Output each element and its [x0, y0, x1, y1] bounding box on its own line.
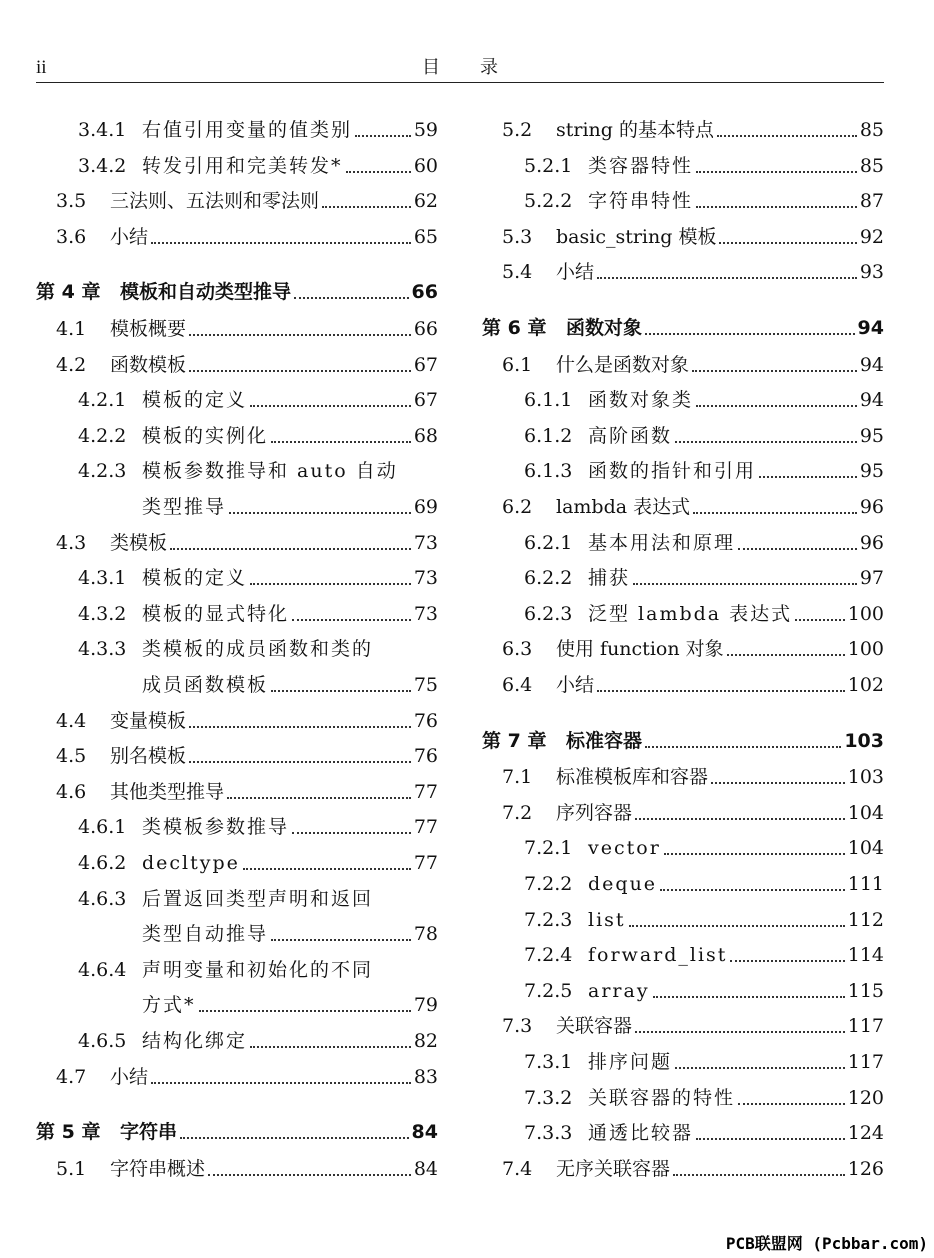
dot-leader [180, 1137, 409, 1139]
toc-entry [482, 665, 884, 697]
toc-chapter-entry [482, 721, 884, 753]
toc-entry [36, 110, 438, 142]
toc-entry-number: 3.6 [56, 225, 87, 248]
toc-entry [482, 451, 884, 483]
toc-entry-title: 转发引用和完美转发* [142, 154, 343, 177]
toc-entry-title: 关联容器 [556, 1015, 633, 1038]
dot-leader [645, 333, 855, 335]
toc-entry-page: 84 [413, 1157, 438, 1180]
dot-leader [355, 135, 411, 137]
dot-leader [759, 476, 857, 478]
dot-leader [189, 370, 411, 372]
toc-entry-number: 4.3 [56, 531, 87, 554]
toc-entry-number: 4.4 [56, 709, 87, 732]
toc-entry-number: 4.6.2 [78, 852, 127, 874]
toc-entry [482, 487, 884, 519]
toc-entry-number: 6.2 [502, 496, 533, 518]
toc-entry-number: 6.3 [502, 638, 533, 661]
dot-leader [271, 441, 411, 443]
toc-entry-title: 模板的定义 [142, 389, 248, 412]
dot-leader [673, 1174, 845, 1176]
dot-leader [717, 135, 857, 137]
toc-entry-title: 高阶函数 [588, 424, 673, 447]
dot-leader [795, 619, 845, 621]
toc-entry-number: 4.2.2 [78, 424, 127, 447]
toc-entry-page: 66 [411, 281, 438, 304]
toc-entry-title: 方式* [142, 994, 196, 1017]
toc-entry [36, 736, 438, 768]
toc-entry-title: 模板的定义 [142, 567, 248, 590]
toc-entry-page: 100 [847, 602, 884, 625]
toc-entry [36, 843, 438, 875]
toc-entry-page: 96 [859, 531, 884, 554]
dot-leader [675, 441, 857, 443]
toc-entry [482, 181, 884, 213]
toc-entry-number: 6.4 [502, 674, 533, 696]
toc-entry [36, 772, 438, 804]
toc-entry-title: 小结 [110, 225, 149, 248]
toc-entry-title: 模板的显式特化 [142, 602, 290, 625]
toc-entry-page: 126 [847, 1157, 884, 1180]
toc-entry-page: 112 [847, 908, 884, 931]
toc-entry-number: 5.1 [56, 1157, 87, 1180]
toc-entry-page: 68 [413, 424, 438, 447]
dot-leader [693, 512, 857, 514]
toc-entry-number: 第 4 章 [36, 281, 101, 304]
toc-entry-number: 4.3.1 [78, 567, 127, 590]
dot-leader [170, 548, 411, 550]
toc-entry-page: 77 [413, 816, 438, 839]
toc-entry [36, 181, 438, 213]
toc-entry [482, 935, 884, 967]
toc-entry-page: 78 [413, 923, 438, 946]
toc-entry-number: 3.5 [56, 190, 87, 213]
toc-entry-title: 类模板 [110, 531, 168, 554]
page-header [36, 56, 884, 83]
toc-entry-number: 7.2 [502, 801, 533, 824]
toc-entry-page: 73 [413, 531, 438, 554]
dot-leader [730, 960, 844, 962]
dot-leader [738, 1103, 845, 1105]
toc-entry-page: 66 [413, 318, 438, 340]
toc-entry-number: 5.2.1 [524, 154, 573, 177]
toc-entry-page: 79 [413, 994, 438, 1017]
toc-entry-number: 4.6.5 [78, 1030, 127, 1052]
dot-leader [250, 1046, 411, 1048]
toc-entry [36, 217, 438, 249]
toc-entry [36, 558, 438, 590]
toc-entry-page: 92 [859, 225, 884, 248]
toc-entry-page: 67 [413, 353, 438, 376]
toc-entry-page: 96 [859, 496, 884, 518]
dot-leader [719, 242, 856, 244]
toc-entry-number: 4.3.3 [78, 638, 127, 661]
toc-entry [36, 416, 438, 448]
toc-chapter-entry [482, 308, 884, 340]
toc-entry-title: 使用 function 对象 [556, 638, 724, 661]
dot-leader [711, 782, 845, 784]
toc-entry-page: 76 [413, 709, 438, 732]
toc-entry-title: 后置返回类型声明和返回 [142, 887, 374, 910]
toc-entry-number: 6.1 [502, 353, 533, 376]
toc-entry-title: 函数模板 [110, 353, 187, 376]
toc-chapter-entry [36, 272, 438, 304]
toc-entry [482, 1149, 884, 1181]
toc-entry-page: 62 [413, 190, 438, 213]
dot-leader [227, 797, 411, 799]
dot-leader [664, 853, 845, 855]
dot-leader [151, 1082, 411, 1084]
toc-entry-title: lambda 表达式 [556, 496, 691, 518]
toc-entry-number: 5.3 [502, 225, 533, 248]
toc-entry-page: 114 [847, 944, 884, 967]
dot-leader [250, 405, 411, 407]
toc-entry [36, 985, 438, 1017]
toc-entry-number: 7.2.1 [524, 837, 573, 860]
toc-entry-page: 94 [857, 317, 884, 339]
toc-entry-page: 103 [847, 766, 884, 789]
toc-entry [36, 950, 438, 982]
dot-leader [692, 370, 857, 372]
toc-entry-page: 111 [847, 873, 884, 895]
toc-entry [36, 807, 438, 839]
dot-leader [653, 996, 845, 998]
dot-leader [292, 619, 411, 621]
toc-entry-number: 3.4.2 [78, 154, 127, 177]
toc-entry-number: 4.2.3 [78, 460, 127, 483]
toc-entry-title: deque [588, 873, 658, 895]
dot-leader [727, 654, 845, 656]
toc-entry-page: 117 [847, 1015, 884, 1038]
toc-entry-number: 4.5 [56, 745, 87, 768]
running-title: 目录 [422, 57, 538, 78]
toc-entry-number: 6.1.2 [524, 424, 573, 447]
toc-entry-number: 4.6.3 [78, 887, 127, 910]
toc-entry-title: 标准模板库和容器 [556, 766, 709, 789]
toc-entry-title: 小结 [556, 261, 595, 284]
toc-entry-title: forward_list [588, 944, 728, 967]
toc-entry [482, 523, 884, 555]
toc-entry-page: 94 [859, 353, 884, 376]
toc-entry-title: 类容器特性 [588, 154, 694, 177]
toc-entry-number: 6.2.2 [524, 567, 573, 590]
toc-entry-title: string 的基本特点 [556, 119, 714, 141]
toc-entry-page: 97 [859, 567, 884, 590]
toc-entry-title: 函数对象 [566, 317, 643, 339]
toc-entry-page: 75 [413, 674, 438, 696]
toc-entry-number: 7.1 [502, 766, 533, 789]
toc-chapter-entry [36, 1112, 438, 1144]
toc-entry [482, 416, 884, 448]
page-number: ii [36, 57, 47, 78]
toc-entry-page: 104 [847, 801, 884, 824]
toc-entry-number: 7.4 [502, 1157, 533, 1180]
toc-entry-title: 类模板参数推导 [142, 816, 290, 839]
dot-leader [199, 1010, 411, 1012]
toc-entry-page: 82 [413, 1030, 438, 1052]
toc-entry [482, 345, 884, 377]
toc-entry-title: 模板和自动类型推导 [120, 281, 292, 304]
toc-entry-page: 59 [413, 119, 438, 141]
dot-leader [250, 583, 411, 585]
toc-entry-page: 77 [413, 780, 438, 803]
toc-entry-number: 6.2.3 [524, 602, 573, 625]
toc-entry-page: 69 [413, 496, 438, 518]
toc-entry-number: 7.3.2 [524, 1086, 573, 1109]
dot-leader [645, 746, 841, 748]
dot-leader [322, 206, 411, 208]
toc-entry-page: 85 [859, 119, 884, 141]
toc-entry [482, 629, 884, 661]
dot-leader [189, 761, 411, 763]
dot-leader [243, 868, 411, 870]
dot-leader [597, 690, 845, 692]
toc-entry-title: decltype [142, 852, 240, 874]
toc-entry-page: 95 [859, 460, 884, 483]
toc-entry [482, 1078, 884, 1110]
toc-entry-number: 7.3.1 [524, 1051, 573, 1073]
toc-entry-title: 函数的指针和引用 [588, 460, 757, 483]
toc-entry-title: 字符串 [120, 1121, 178, 1144]
dot-leader [696, 405, 857, 407]
toc-entry-number: 7.3 [502, 1015, 533, 1038]
toc-entry-page: 93 [859, 261, 884, 284]
dot-leader [208, 1174, 411, 1176]
toc-entry-title: 小结 [556, 674, 595, 696]
toc-entry-title: 三法则、五法则和零法则 [110, 190, 320, 213]
toc-entry-page: 115 [847, 979, 884, 1002]
toc-entry-title: 排序问题 [588, 1051, 673, 1073]
toc-entry-page: 87 [859, 190, 884, 213]
toc-entry-number: 4.1 [56, 318, 87, 340]
dot-leader [696, 1138, 845, 1140]
toc-entry-title: 模板的实例化 [142, 424, 269, 447]
toc-entry-page: 124 [847, 1122, 884, 1145]
toc-entry-page: 103 [844, 729, 884, 752]
dot-leader [629, 925, 845, 927]
toc-entry-number: 第 7 章 [482, 729, 547, 752]
toc-entry [482, 1113, 884, 1145]
toc-entry [482, 864, 884, 896]
toc-entry-number: 4.7 [56, 1065, 87, 1088]
toc-entry-title: 通透比较器 [588, 1122, 694, 1145]
toc-entry [482, 217, 884, 249]
toc-entry-title: 序列容器 [556, 801, 633, 824]
toc-entry [482, 594, 884, 626]
toc-entry-number: 5.4 [502, 261, 533, 284]
toc-entry-number: 7.2.2 [524, 873, 573, 895]
dot-leader [696, 171, 857, 173]
toc-entry-title: 类模板的成员函数和类的 [142, 638, 374, 661]
toc-entry [482, 110, 884, 142]
toc-entry-title: 捕获 [588, 567, 631, 590]
toc-entry [36, 594, 438, 626]
toc-entry-title: 别名模板 [110, 745, 187, 768]
toc-entry-title: 类型自动推导 [142, 923, 269, 946]
toc-entry-page: 73 [413, 567, 438, 590]
toc-entry [482, 558, 884, 590]
toc-entry-title: 声明变量和初始化的不同 [142, 958, 374, 981]
toc-entry-page: 76 [413, 745, 438, 768]
toc-entry-title: 泛型 lambda 表达式 [588, 602, 793, 625]
toc-entry-number: 6.1.3 [524, 460, 573, 483]
toc-entry [482, 1006, 884, 1038]
toc-entry [36, 380, 438, 412]
dot-leader [635, 818, 845, 820]
toc-entry [36, 701, 438, 733]
toc-entry [36, 523, 438, 555]
dot-leader [189, 334, 411, 336]
dot-leader [675, 1067, 845, 1069]
toc-entry [36, 345, 438, 377]
toc-entry-title: list [588, 908, 626, 931]
dot-leader [597, 277, 857, 279]
toc-entry [482, 971, 884, 1003]
toc-entry-number: 5.2 [502, 119, 533, 141]
toc-entry-title: 基本用法和原理 [588, 531, 736, 554]
toc-entry [36, 1057, 438, 1089]
toc-entry [482, 1042, 884, 1074]
dot-leader [229, 512, 411, 514]
toc-entry-number: 4.3.2 [78, 602, 127, 625]
toc-entry-title: vector [588, 837, 661, 860]
dot-leader [738, 548, 857, 550]
toc-entry [482, 793, 884, 825]
toc-entry-page: 102 [847, 674, 884, 696]
toc-entry-number: 7.2.4 [524, 944, 573, 967]
watermark-text: PCB联盟网 (Pcbbar.com) [725, 1234, 928, 1253]
toc-entry-page: 85 [859, 154, 884, 177]
toc-entry-page: 120 [847, 1086, 884, 1109]
toc-entry-title: 变量模板 [110, 709, 187, 732]
toc-entry [482, 252, 884, 284]
toc-entry [36, 146, 438, 178]
toc-entry-number: 4.2 [56, 353, 87, 376]
toc-entry-number: 7.2.5 [524, 979, 573, 1002]
toc-entry-number: 6.1.1 [524, 389, 573, 412]
toc-entry-title: 小结 [110, 1065, 149, 1088]
dot-leader [151, 242, 411, 244]
toc-entry-page: 104 [847, 837, 884, 860]
dot-leader [294, 297, 409, 299]
toc-entry [482, 757, 884, 789]
toc-entry-number: 5.2.2 [524, 190, 573, 213]
toc-entry-title: 成员函数模板 [142, 674, 269, 696]
toc-entry-number: 第 5 章 [36, 1121, 101, 1144]
toc-entry-number: 4.2.1 [78, 389, 127, 412]
toc-entry-page: 94 [859, 389, 884, 412]
toc-entry-page: 117 [847, 1051, 884, 1073]
toc-entry-page: 73 [413, 602, 438, 625]
toc-entry-page: 60 [413, 154, 438, 177]
toc-entry-title: 关联容器的特性 [588, 1086, 736, 1109]
dot-leader [346, 171, 411, 173]
toc-entry [36, 487, 438, 519]
toc-entry-number: 4.6.4 [78, 958, 127, 981]
toc-entry [482, 380, 884, 412]
toc-entry-title: 函数对象类 [588, 389, 694, 412]
toc-entry-title: 什么是函数对象 [556, 353, 690, 376]
toc-entry-page: 95 [859, 424, 884, 447]
toc-entry [36, 879, 438, 911]
dot-leader [271, 939, 411, 941]
toc-entry-number: 3.4.1 [78, 119, 127, 141]
toc-entry-title: 结构化绑定 [142, 1030, 248, 1052]
toc-entry [36, 665, 438, 697]
dot-leader [660, 889, 845, 891]
toc-entry-number: 6.2.1 [524, 531, 573, 554]
toc-entry-title: 字符串概述 [110, 1157, 206, 1180]
toc-entry-number: 第 6 章 [482, 317, 547, 339]
toc-entry [482, 900, 884, 932]
dot-leader [696, 206, 857, 208]
toc-entry-number: 7.2.3 [524, 908, 573, 931]
toc-entry-page: 100 [847, 638, 884, 661]
toc-entry-page: 83 [413, 1065, 438, 1088]
toc-entry-page: 77 [413, 852, 438, 874]
toc-entry-title: basic_string 模板 [556, 225, 717, 248]
toc-entry-number: 4.6.1 [78, 816, 127, 839]
toc-entry-page: 67 [413, 389, 438, 412]
dot-leader [633, 583, 857, 585]
toc-entry-title: 其他类型推导 [110, 780, 225, 803]
dot-leader [271, 690, 411, 692]
toc-entry [36, 451, 438, 483]
toc-entry-page: 84 [411, 1121, 438, 1144]
toc-entry-title: 模板参数推导和 auto 自动 [142, 460, 398, 483]
toc-entry [36, 629, 438, 661]
toc-entry [36, 1021, 438, 1053]
dot-leader [189, 726, 411, 728]
toc-entry-title: 模板概要 [110, 318, 187, 340]
dot-leader [292, 832, 411, 834]
toc-entry-title: 字符串特性 [588, 190, 694, 213]
toc-entry-number: 4.6 [56, 780, 87, 803]
toc-entry-title: 右值引用变量的值类别 [142, 119, 353, 141]
toc-entry-title: 类型推导 [142, 496, 227, 518]
toc-entry-title: 标准容器 [566, 729, 643, 752]
dot-leader [635, 1031, 845, 1033]
toc-entry-title: 无序关联容器 [556, 1157, 671, 1180]
toc-entry-title: array [588, 979, 650, 1002]
toc-entry [482, 828, 884, 860]
toc-entry [36, 309, 438, 341]
toc-entry [36, 1149, 438, 1181]
toc-entry [482, 146, 884, 178]
toc-entry-number: 7.3.3 [524, 1122, 573, 1145]
toc-entry-page: 65 [413, 225, 438, 248]
toc-entry [36, 914, 438, 946]
